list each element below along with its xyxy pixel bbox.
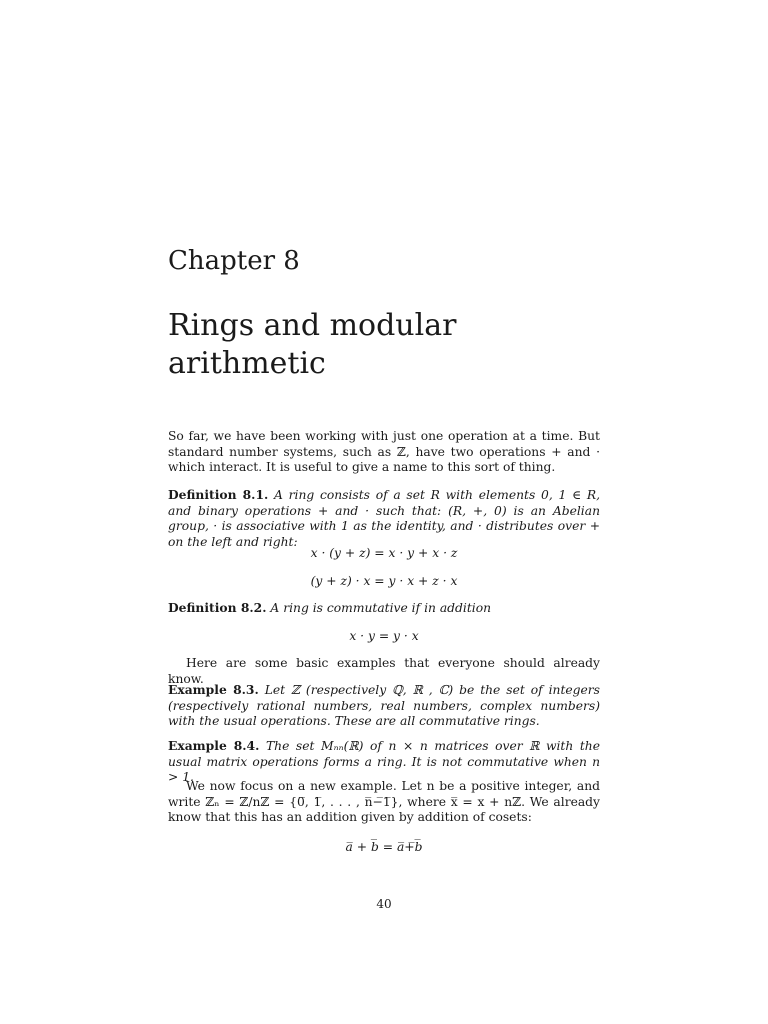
definition-8-1-text: A ring consists of a set R with elements 0, 1 ∈ R, and binary operations + and · such that: (R, +, 0) is an Abelian group, · is associative with 1 as the identity, and · distributes over + on the left and right: (168, 488, 600, 549)
example-8-3-label: Example 8.3. (168, 682, 259, 697)
modular-paragraph: We now focus on a new example. Let n be a positive integer, and write ℤₙ = ℤ/nℤ = {0̅, 1̅, . . . , n̅−̅1̅}, where x̅ = x + nℤ. We already know that this has an addition given by addition of cosets: (168, 779, 600, 825)
definition-8-1-label: Definition 8.1. (168, 487, 269, 502)
equation-left-distributive: x · (y + z) = x · y + x · z (310, 546, 458, 560)
definition-8-2-text: A ring is commutative if in addition (270, 601, 492, 615)
equation-right-distributive: (y + z) · x = y · x + z · x (310, 574, 458, 588)
page-number: 40 (376, 897, 392, 911)
example-8-4-text: The set Mₙₙ(ℝ) of n × n matrices over ℝ with the usual matrix operations forms a ring. It is not commutative when n > 1. (168, 739, 600, 785)
chapter-title: Rings and modular arithmetic (168, 308, 457, 381)
definition-8-2 (168, 600, 600, 617)
equation-commutative: x · y = y · x (349, 629, 419, 643)
example-8-4-label: Example 8.4. (168, 738, 260, 753)
example-8-3-text: Let ℤ (respectively ℚ, ℝ , ℂ) be the set of integers (respectively rational numbers, real numbers, complex numbers) with the usual operations. These are all commutative rings. (168, 683, 600, 729)
definition-8-2-label: Definition 8.2. (168, 600, 267, 615)
definition-8-1 (168, 487, 600, 550)
examples-intro: Here are some basic examples that everyone should already know. (168, 656, 600, 686)
chapter-label: Chapter 8 (168, 246, 300, 276)
intro-paragraph: So far, we have been working with just one operation at a time. But standard number systems, such as ℤ, have two operations + and · which interact. It is useful to give a name to this sort of thing. (168, 429, 600, 475)
example-8-3 (168, 682, 600, 730)
equation-coset-addition: a̅ + b̅ = a̅+̅b̅ (345, 840, 423, 854)
